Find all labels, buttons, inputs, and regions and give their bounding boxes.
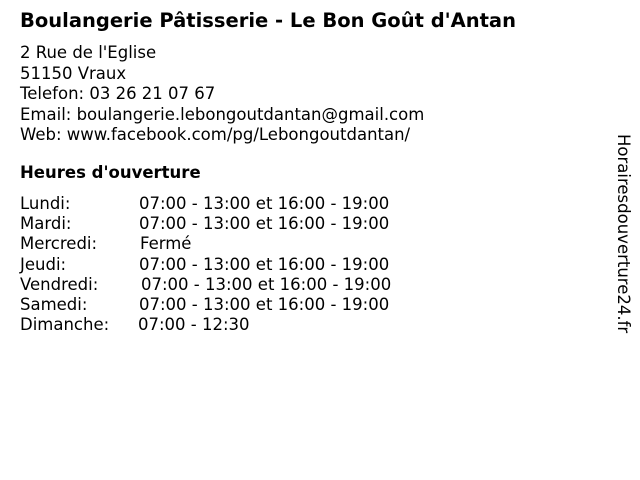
address-phone: Telefon: 03 26 21 07 67 [20,84,216,103]
hours-day: Mercredi: [20,234,98,254]
address-email: Email: boulangerie.lebongoutdantan@gmail.com [20,104,425,124]
address-web: Web: www.facebook.com/pg/Lebongoutdantan/ [20,125,411,144]
hours-time: 07:00 - 13:00 et 16:00 - 19:00 [139,254,390,274]
hours-time: 07:00 - 13:00 et 16:00 - 19:00 [139,294,390,314]
hours-time: 07:00 - 13:00 et 16:00 - 19:00 [141,274,392,294]
hours-time: 07:00 - 13:00 et 16:00 - 19:00 [139,214,390,234]
hours-day: Vendredi: [20,274,99,294]
hours-day: Dimanche: [20,315,110,335]
address-city: 51150 Vraux [20,63,127,83]
business-title: Boulangerie Pâtisserie - Le Bon Goût d'Antan [20,9,516,32]
hours-day: Jeudi: [20,254,67,274]
address-street: 2 Rue de l'Eglise [20,43,157,62]
hours-day: Lundi: [20,194,71,213]
address-block [20,43,424,146]
hours-time: 07:00 - 13:00 et 16:00 - 19:00 [139,194,390,213]
hours-day: Mardi: [20,214,72,234]
hours-day: Samedi: [20,294,88,314]
hours-time: 07:00 - 12:30 [138,315,250,335]
watermark-text: Horairesdouverture24.fr [614,134,633,334]
hours-time: Fermé [140,234,192,254]
hours-heading: Heures d'ouverture [20,163,201,182]
